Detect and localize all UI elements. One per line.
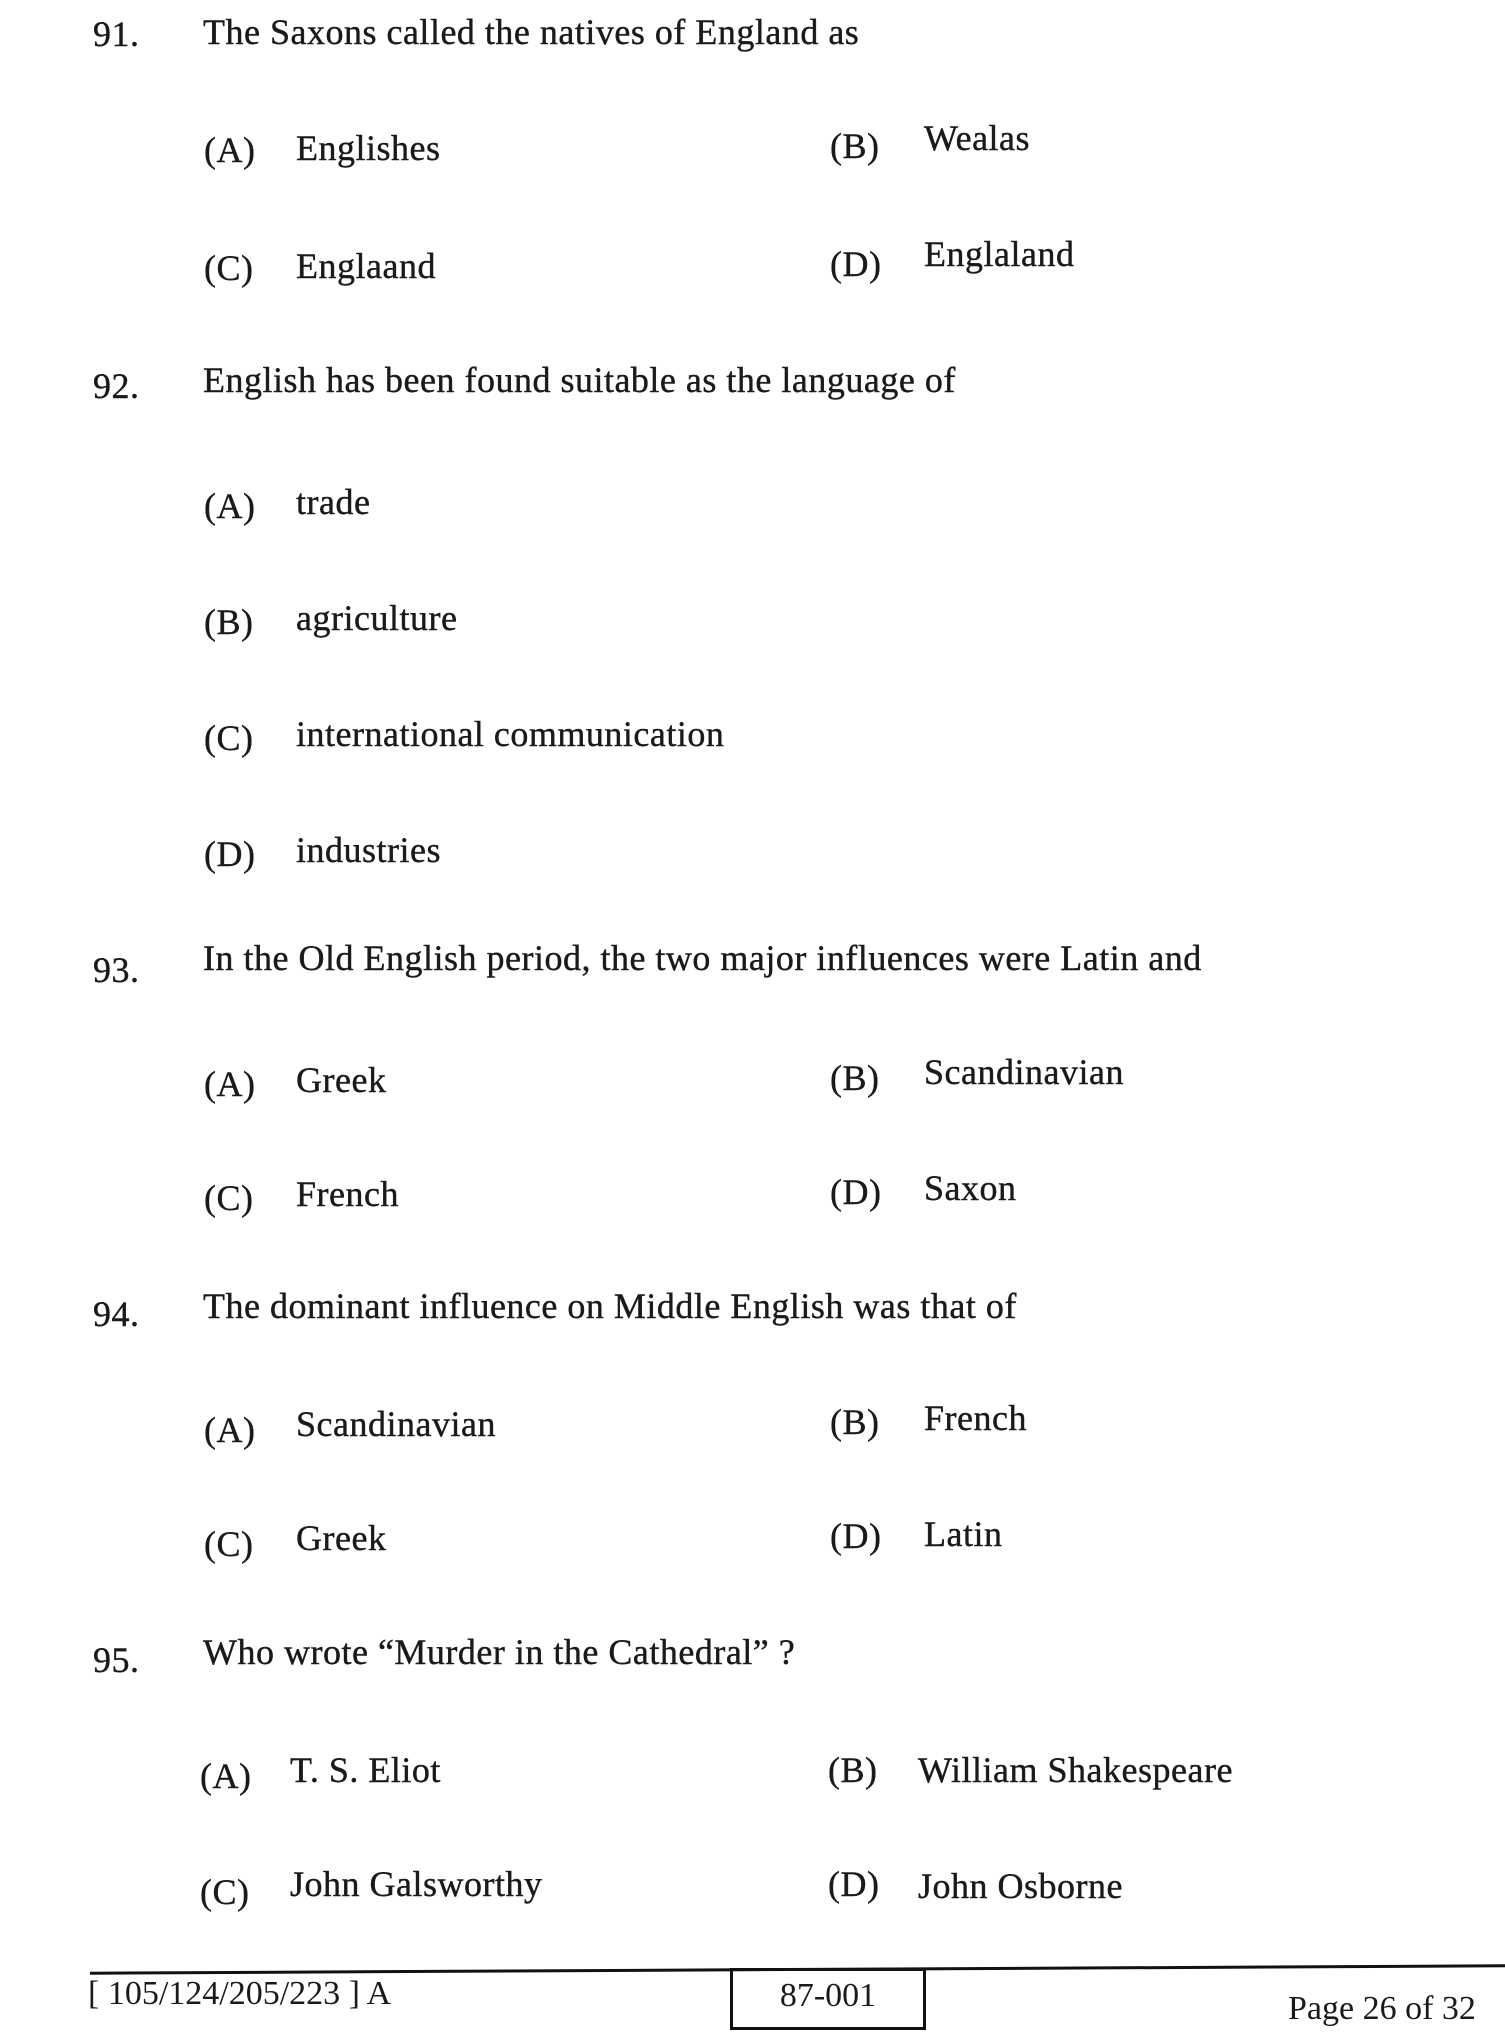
option-text: Scandinavian <box>296 1404 496 1444</box>
option-text: Englaland <box>924 234 1075 274</box>
question-text: The dominant influence on Middle English was that of <box>203 1286 1017 1326</box>
question-number: 92. <box>93 366 140 406</box>
option-text: John Galsworthy <box>290 1864 543 1904</box>
option-text: trade <box>296 482 371 522</box>
option-letter: (A) <box>204 130 256 170</box>
question-number: 93. <box>93 950 140 990</box>
booklet-code: 87-001 <box>730 1968 926 2030</box>
option-text: French <box>924 1398 1027 1438</box>
option-text: Latin <box>924 1514 1003 1554</box>
question-text: In the Old English period, the two major influences were Latin and <box>203 938 1202 978</box>
option-text: agriculture <box>296 598 458 638</box>
paper-code: [ 105/124/205/223 ] A <box>88 1975 392 2012</box>
option-letter: (B) <box>830 1402 880 1442</box>
option-letter: (D) <box>828 1864 880 1904</box>
option-text: Wealas <box>924 118 1031 158</box>
option-text: industries <box>296 830 441 870</box>
question-text: English has been found suitable as the language of <box>203 360 956 400</box>
option-letter: (A) <box>200 1756 252 1796</box>
option-text: French <box>296 1174 399 1214</box>
option-text: Greek <box>296 1060 387 1100</box>
option-text: T. S. Eliot <box>290 1750 441 1790</box>
page-number: Page 26 of 32 <box>1288 1990 1476 2027</box>
question-number: 94. <box>93 1294 140 1334</box>
option-letter: (D) <box>830 1172 882 1212</box>
option-letter: (D) <box>830 1516 882 1556</box>
option-text: international communication <box>296 714 725 754</box>
option-text: Englishes <box>296 128 441 168</box>
option-letter: (C) <box>204 248 254 288</box>
question-number: 95. <box>93 1640 140 1680</box>
option-letter: (A) <box>204 1410 256 1450</box>
option-letter: (B) <box>830 126 880 166</box>
question-text: The Saxons called the natives of England as <box>203 12 860 52</box>
question-number: 91. <box>93 14 140 54</box>
option-text: Saxon <box>924 1168 1017 1208</box>
option-text: John Osborne <box>918 1866 1123 1906</box>
option-letter: (B) <box>828 1750 878 1790</box>
option-letter: (A) <box>204 1064 256 1104</box>
option-letter: (B) <box>830 1058 880 1098</box>
option-letter: (D) <box>204 834 256 874</box>
option-text: William Shakespeare <box>918 1750 1233 1790</box>
option-letter: (A) <box>204 486 256 526</box>
option-letter: (C) <box>204 1524 254 1564</box>
question-text: Who wrote “Murder in the Cathedral” ? <box>203 1632 796 1672</box>
option-text: Greek <box>296 1518 387 1558</box>
option-text: Englaand <box>296 246 436 286</box>
option-letter: (C) <box>200 1872 250 1912</box>
option-letter: (D) <box>830 244 882 284</box>
option-text: Scandinavian <box>924 1052 1124 1092</box>
option-letter: (C) <box>204 1178 254 1218</box>
option-letter: (B) <box>204 602 254 642</box>
option-letter: (C) <box>204 718 254 758</box>
